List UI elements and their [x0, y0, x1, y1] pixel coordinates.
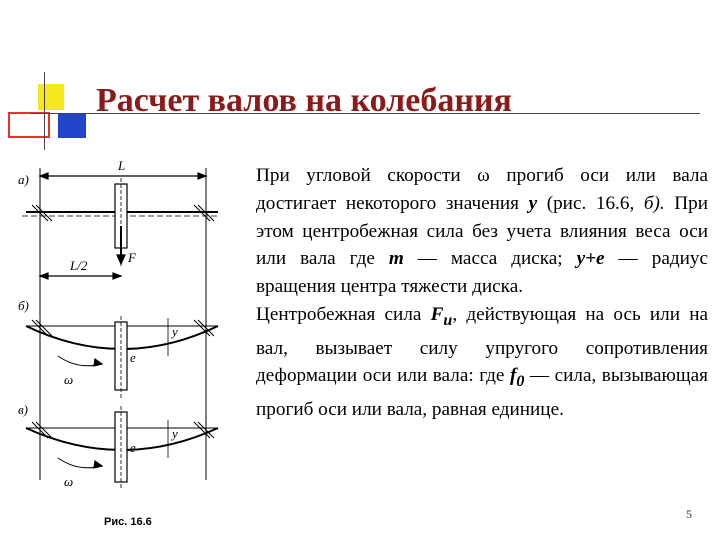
slide-number: 5 [686, 507, 692, 521]
slide-title: Расчет валов на колебания [96, 82, 512, 119]
fig-label-b: б) [18, 298, 29, 313]
fig-label-L2: L/2 [70, 258, 88, 273]
fig-label-e-v: e [130, 440, 136, 455]
fig-label-omega-v: ω [64, 474, 74, 489]
shaft-vibration-figure [18, 150, 223, 510]
fig-label-omega-b: ω [64, 372, 74, 387]
fig-label-y-b: y [172, 324, 178, 339]
paragraph-2: Центробежная сила $F_u$, действующая на ось или на вал, вызывает силу упругого сопротивления деформации оси или вала: где $f_0$ — сила, вызывающая прогиб оси или вала, равная единице. [256, 303, 709, 421]
fig-label-L: L [118, 158, 126, 173]
fig-label-F: F [128, 250, 136, 265]
fig-label-v: в) [18, 402, 28, 417]
fig-label-e-b: e [130, 350, 136, 365]
fig-label-y-v: y [172, 426, 178, 441]
deco-blue-square [58, 114, 86, 138]
figure-caption: Рис. 16.6 [104, 516, 152, 528]
deco-yellow-square [38, 84, 64, 110]
deco-vertical-line [44, 72, 45, 150]
fig-label-a: а) [18, 172, 29, 187]
paragraph-1: При угловой скорости ω прогиб оси или вала достигает некоторого значения у (рис. 16.6, б). При этом центробежная сила без учета влияния веса оси или вала где т — масса диска; у+е — радиус вращения центра тяжести диска. [256, 165, 708, 298]
body-text [256, 162, 708, 424]
